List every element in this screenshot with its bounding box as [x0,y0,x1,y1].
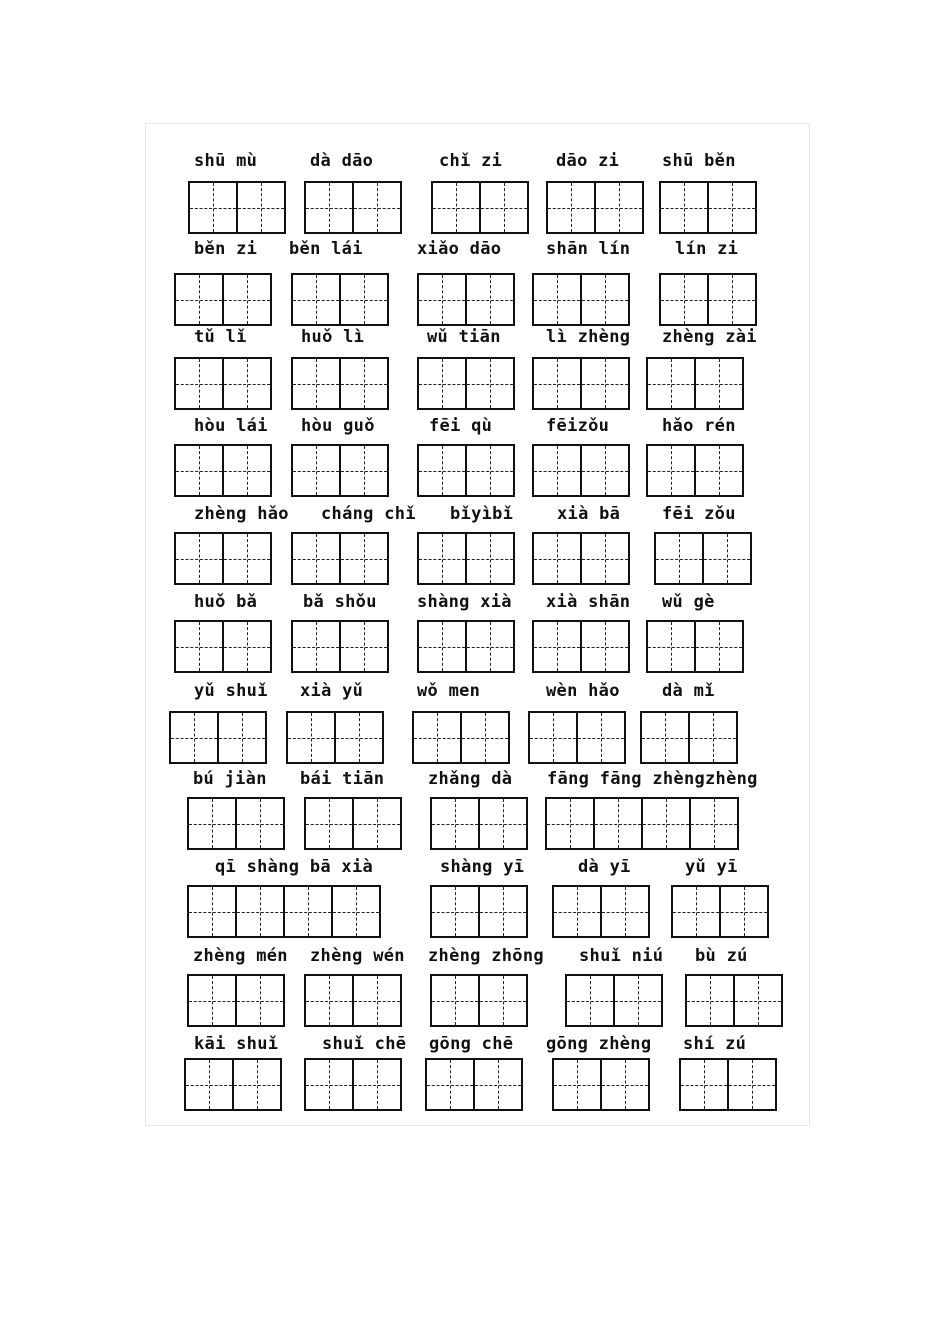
pinyin-label: fēi zǒu [662,504,736,524]
writing-cell[interactable] [291,620,341,673]
tianzige-grid[interactable] [646,620,742,673]
pinyin-label: shān lín [546,239,631,259]
writing-cell[interactable] [222,273,272,326]
writing-cell[interactable] [417,444,467,497]
writing-cell[interactable] [339,444,389,497]
pinyin-label: shàng yī [440,857,525,877]
worksheet-page [145,123,810,1126]
tianzige-grid[interactable] [685,974,781,1027]
writing-cell[interactable] [688,711,738,764]
tianzige-grid[interactable] [532,273,628,326]
pinyin-label: shuǐ chē [322,1034,407,1054]
tianzige-grid[interactable] [528,711,624,764]
writing-cell[interactable] [702,532,752,585]
writing-cell[interactable] [532,620,582,673]
writing-cell[interactable] [552,885,602,938]
pinyin-label: kāi shuǐ [194,1034,279,1054]
word-row [146,681,809,769]
tianzige-grid[interactable] [546,181,642,234]
writing-cell[interactable] [304,1058,354,1111]
tianzige-grid[interactable] [417,620,513,673]
tianzige-grid[interactable] [417,444,513,497]
tianzige-grid[interactable] [565,974,661,1027]
writing-cell[interactable] [465,444,515,497]
writing-cell[interactable] [339,532,389,585]
writing-cell[interactable] [694,357,744,410]
tianzige-grid[interactable] [417,357,513,410]
writing-cell[interactable] [417,357,467,410]
pinyin-label: hǎo rén [662,416,736,436]
pinyin-label: bǎ shǒu [303,592,377,612]
word-row [146,504,809,592]
writing-cell[interactable] [733,974,783,1027]
pinyin-label: lín zi [675,239,739,259]
tianzige-grid[interactable] [431,181,527,234]
writing-cell[interactable] [659,181,709,234]
writing-cell[interactable] [580,620,630,673]
pinyin-label: wǔ gè [662,592,715,612]
pinyin-label: dà yī [578,857,631,877]
writing-cell[interactable] [478,797,528,850]
writing-cell[interactable] [304,181,354,234]
writing-cell[interactable] [465,532,515,585]
pinyin-label: dà mǐ [662,681,715,701]
pinyin-label: xià yǔ [300,681,364,701]
tianzige-grid[interactable] [304,974,400,1027]
word-row [146,946,809,1034]
tianzige-grid[interactable] [417,532,513,585]
pinyin-label: wǒ men [417,681,481,701]
writing-cell[interactable] [580,357,630,410]
tianzige-grid[interactable] [532,532,628,585]
tianzige-grid[interactable] [425,1058,521,1111]
writing-cell[interactable] [694,444,744,497]
writing-cell[interactable] [679,1058,729,1111]
word-row [146,857,809,945]
pinyin-label: fēizǒu [546,416,610,436]
writing-cell[interactable] [659,273,709,326]
tianzige-grid[interactable] [646,357,742,410]
writing-cell[interactable] [430,974,480,1027]
writing-cell[interactable] [417,620,467,673]
writing-cell[interactable] [174,444,224,497]
writing-cell[interactable] [222,357,272,410]
writing-cell[interactable] [671,885,721,938]
writing-cell[interactable] [187,885,237,938]
pinyin-label: zhèng wén [310,946,405,966]
writing-cell[interactable] [417,273,467,326]
pinyin-label: hòu guǒ [301,416,375,436]
pinyin-label: zhèng zài [662,327,757,347]
writing-cell[interactable] [222,444,272,497]
tianzige-grid[interactable] [552,885,648,938]
tianzige-grid[interactable] [286,711,382,764]
pinyin-label: tǔ lǐ [194,327,247,347]
pinyin-label: shàng xià [417,592,512,612]
writing-cell[interactable] [640,711,690,764]
writing-cell[interactable] [291,273,341,326]
writing-cell[interactable] [532,532,582,585]
pinyin-label: zhèng hǎo [194,504,289,524]
writing-cell[interactable] [217,711,267,764]
tianzige-grid[interactable] [304,797,400,850]
writing-cell[interactable] [236,181,286,234]
tianzige-grid[interactable] [417,273,513,326]
writing-cell[interactable] [707,273,757,326]
writing-cell[interactable] [528,711,578,764]
tianzige-grid[interactable] [187,797,283,850]
writing-cell[interactable] [546,181,596,234]
word-row [146,1034,809,1122]
pinyin-label: lì zhèng [546,327,631,347]
writing-cell[interactable] [222,532,272,585]
tianzige-grid[interactable] [187,885,379,938]
writing-cell[interactable] [412,711,462,764]
writing-cell[interactable] [719,885,769,938]
pinyin-label: dà dāo [310,151,374,171]
writing-cell[interactable] [600,885,650,938]
pinyin-label: wèn hǎo [546,681,620,701]
tianzige-grid[interactable] [640,711,736,764]
pinyin-label: běn zi [194,239,258,259]
writing-cell[interactable] [593,797,643,850]
pinyin-label: yǔ yī [685,857,738,877]
tianzige-grid[interactable] [532,357,628,410]
writing-cell[interactable] [222,620,272,673]
writing-cell[interactable] [235,974,285,1027]
writing-cell[interactable] [613,974,663,1027]
writing-cell[interactable] [187,797,237,850]
pinyin-label: yǔ shuǐ [194,681,268,701]
tianzige-grid[interactable] [174,532,270,585]
writing-cell[interactable] [174,620,224,673]
word-row [146,416,809,504]
tianzige-grid[interactable] [412,711,508,764]
writing-cell[interactable] [654,532,704,585]
writing-cell[interactable] [184,1058,234,1111]
pinyin-label: shuǐ niú [579,946,664,966]
tianzige-grid[interactable] [304,1058,400,1111]
writing-cell[interactable] [235,885,285,938]
writing-cell[interactable] [478,974,528,1027]
pinyin-label: huǒ bǎ [194,592,258,612]
word-row [146,239,809,327]
writing-cell[interactable] [552,1058,602,1111]
writing-cell[interactable] [685,974,735,1027]
writing-cell[interactable] [465,357,515,410]
tianzige-grid[interactable] [532,444,628,497]
tianzige-grid[interactable] [430,974,526,1027]
writing-cell[interactable] [304,797,354,850]
pinyin-label: bǐyìbǐ [450,504,514,524]
tianzige-grid[interactable] [174,273,270,326]
pinyin-label: shí zú [683,1034,747,1054]
tianzige-grid[interactable] [304,181,400,234]
pinyin-label: zhèng zhōng [428,946,544,966]
writing-cell[interactable] [352,974,402,1027]
word-row [146,769,809,857]
pinyin-label: fāng fāng zhèngzhèng [547,769,758,789]
writing-cell[interactable] [479,181,529,234]
writing-cell[interactable] [304,974,354,1027]
writing-cell[interactable] [580,444,630,497]
writing-cell[interactable] [431,181,481,234]
pinyin-label: shū běn [662,151,736,171]
tianzige-grid[interactable] [174,620,270,673]
pinyin-label: xiǎo dāo [417,239,502,259]
tianzige-grid[interactable] [545,797,737,850]
writing-cell[interactable] [646,444,696,497]
writing-cell[interactable] [532,444,582,497]
writing-cell[interactable] [232,1058,282,1111]
writing-cell[interactable] [174,357,224,410]
writing-cell[interactable] [646,620,696,673]
pinyin-label: huǒ lì [301,327,365,347]
word-row [146,327,809,415]
pinyin-label: chǐ zi [439,151,503,171]
writing-cell[interactable] [580,273,630,326]
writing-cell[interactable] [689,797,739,850]
pinyin-label: běn lái [289,239,363,259]
pinyin-label: shū mù [194,151,258,171]
writing-cell[interactable] [641,797,691,850]
writing-cell[interactable] [430,885,480,938]
word-row [146,151,809,239]
writing-cell[interactable] [600,1058,650,1111]
pinyin-label: zhèng mén [193,946,288,966]
pinyin-label: dāo zi [556,151,620,171]
writing-cell[interactable] [291,444,341,497]
tianzige-grid[interactable] [291,620,387,673]
tianzige-grid[interactable] [291,273,387,326]
writing-cell[interactable] [339,620,389,673]
writing-cell[interactable] [174,532,224,585]
writing-cell[interactable] [465,273,515,326]
writing-cell[interactable] [169,711,219,764]
writing-cell[interactable] [594,181,644,234]
writing-cell[interactable] [339,273,389,326]
pinyin-label: hòu lái [194,416,268,436]
tianzige-grid[interactable] [659,181,755,234]
pinyin-label: wǔ tiān [427,327,501,347]
writing-cell[interactable] [425,1058,475,1111]
tianzige-grid[interactable] [654,532,750,585]
pinyin-label: qī shàng bā xià [215,857,374,877]
writing-cell[interactable] [707,181,757,234]
pinyin-label: bù zú [695,946,748,966]
tianzige-grid[interactable] [532,620,628,673]
pinyin-label: bú jiàn [193,769,267,789]
pinyin-label: xià bā [557,504,621,524]
pinyin-label: xià shān [546,592,631,612]
writing-cell[interactable] [478,885,528,938]
writing-cell[interactable] [188,181,238,234]
tianzige-grid[interactable] [169,711,265,764]
writing-cell[interactable] [417,532,467,585]
pinyin-label: cháng chǐ [321,504,416,524]
pinyin-label: gōng zhèng [546,1034,652,1054]
writing-cell[interactable] [532,357,582,410]
tianzige-grid[interactable] [291,532,387,585]
writing-cell[interactable] [352,181,402,234]
writing-cell[interactable] [291,532,341,585]
writing-cell[interactable] [352,1058,402,1111]
writing-cell[interactable] [694,620,744,673]
writing-cell[interactable] [291,357,341,410]
writing-cell[interactable] [430,797,480,850]
tianzige-grid[interactable] [184,1058,280,1111]
tianzige-grid[interactable] [646,444,742,497]
pinyin-label: bái tiān [300,769,385,789]
writing-cell[interactable] [460,711,510,764]
writing-cell[interactable] [473,1058,523,1111]
writing-cell[interactable] [580,532,630,585]
tianzige-grid[interactable] [174,444,270,497]
writing-cell[interactable] [727,1058,777,1111]
pinyin-label: fēi qù [429,416,493,436]
writing-cell[interactable] [646,357,696,410]
tianzige-grid[interactable] [187,974,283,1027]
tianzige-grid[interactable] [671,885,767,938]
writing-cell[interactable] [334,711,384,764]
writing-cell[interactable] [286,711,336,764]
writing-cell[interactable] [339,357,389,410]
tianzige-grid[interactable] [679,1058,775,1111]
writing-cell[interactable] [576,711,626,764]
tianzige-grid[interactable] [174,357,270,410]
writing-cell[interactable] [545,797,595,850]
tianzige-grid[interactable] [188,181,284,234]
writing-cell[interactable] [174,273,224,326]
word-row [146,592,809,680]
tianzige-grid[interactable] [430,797,526,850]
tianzige-grid[interactable] [291,357,387,410]
tianzige-grid[interactable] [659,273,755,326]
tianzige-grid[interactable] [430,885,526,938]
writing-cell[interactable] [283,885,333,938]
pinyin-label: gōng chē [429,1034,514,1054]
tianzige-grid[interactable] [291,444,387,497]
writing-cell[interactable] [331,885,381,938]
writing-cell[interactable] [187,974,237,1027]
writing-cell[interactable] [352,797,402,850]
tianzige-grid[interactable] [552,1058,648,1111]
writing-cell[interactable] [465,620,515,673]
writing-cell[interactable] [565,974,615,1027]
writing-cell[interactable] [235,797,285,850]
writing-cell[interactable] [532,273,582,326]
pinyin-label: zhǎng dà [428,769,513,789]
